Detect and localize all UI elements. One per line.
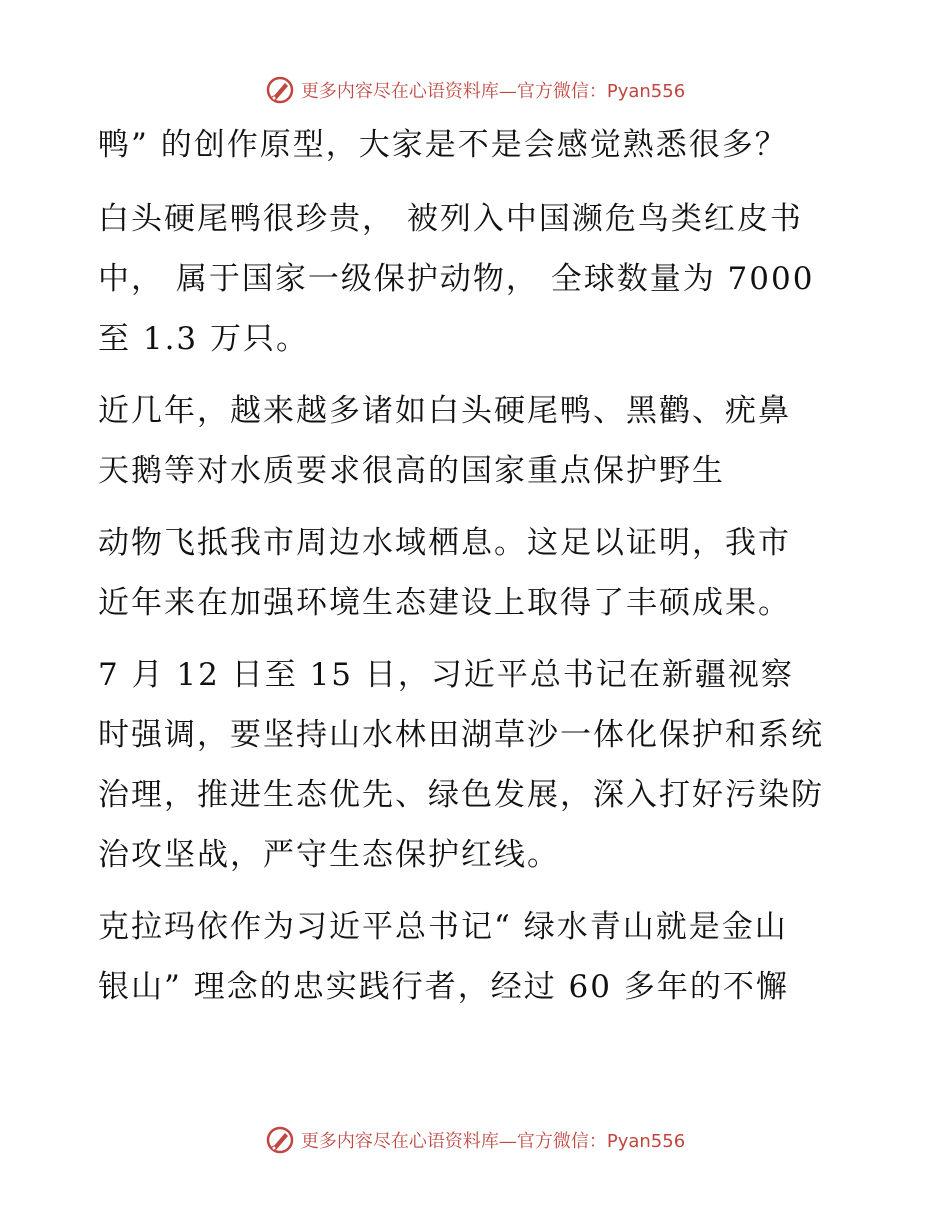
pen-logo-icon <box>265 1125 295 1155</box>
watermark-text: 更多内容尽在心语资料库—官方微信：Pyan556 <box>300 81 686 102</box>
text-line: 白头硬尾鸭很珍贵， 被列入中国濒危鸟类红皮书 <box>98 201 803 237</box>
text-line: 时强调，要坚持山水林田湖草沙一体化保护和系统 <box>98 717 824 753</box>
text-line: 近几年，越来越多诸如白头硬尾鸭、黑鹳、疣鼻 <box>98 393 791 429</box>
pen-logo-icon <box>265 75 295 105</box>
text-line: 治理，推进生态优先、绿色发展，深入打好污染防 <box>98 777 824 813</box>
header-watermark <box>0 72 950 108</box>
text-line: 中， 属于国家一级保护动物， 全球数量为 7000 <box>98 261 815 297</box>
text-line: 近年来在加强环境生态建设上取得了丰硕成果。 <box>98 585 791 621</box>
footer-watermark <box>0 1122 950 1158</box>
text-line: 至 1.3 万只。 <box>98 321 310 357</box>
text-line: 7 月 12 日至 15 日，习近平总书记在新疆视察 <box>98 657 794 693</box>
text-line: 克拉玛依作为习近平总书记“ 绿水青山就是金山 <box>98 909 788 945</box>
text-line: 动物飞抵我市周边水域栖息。这足以证明，我市 <box>98 525 791 561</box>
text-line: 治攻坚战，严守生态保护红线。 <box>98 837 560 873</box>
text-line: 天鹅等对水质要求很高的国家重点保护野生 <box>98 453 725 489</box>
watermark-text: 更多内容尽在心语资料库—官方微信：Pyan556 <box>300 1131 686 1152</box>
text-line: 鸭” 的创作原型，大家是不是会感觉熟悉很多？ <box>98 127 788 163</box>
text-line: 银山” 理念的忠实践行者，经过 60 多年的不懈 <box>98 969 789 1005</box>
